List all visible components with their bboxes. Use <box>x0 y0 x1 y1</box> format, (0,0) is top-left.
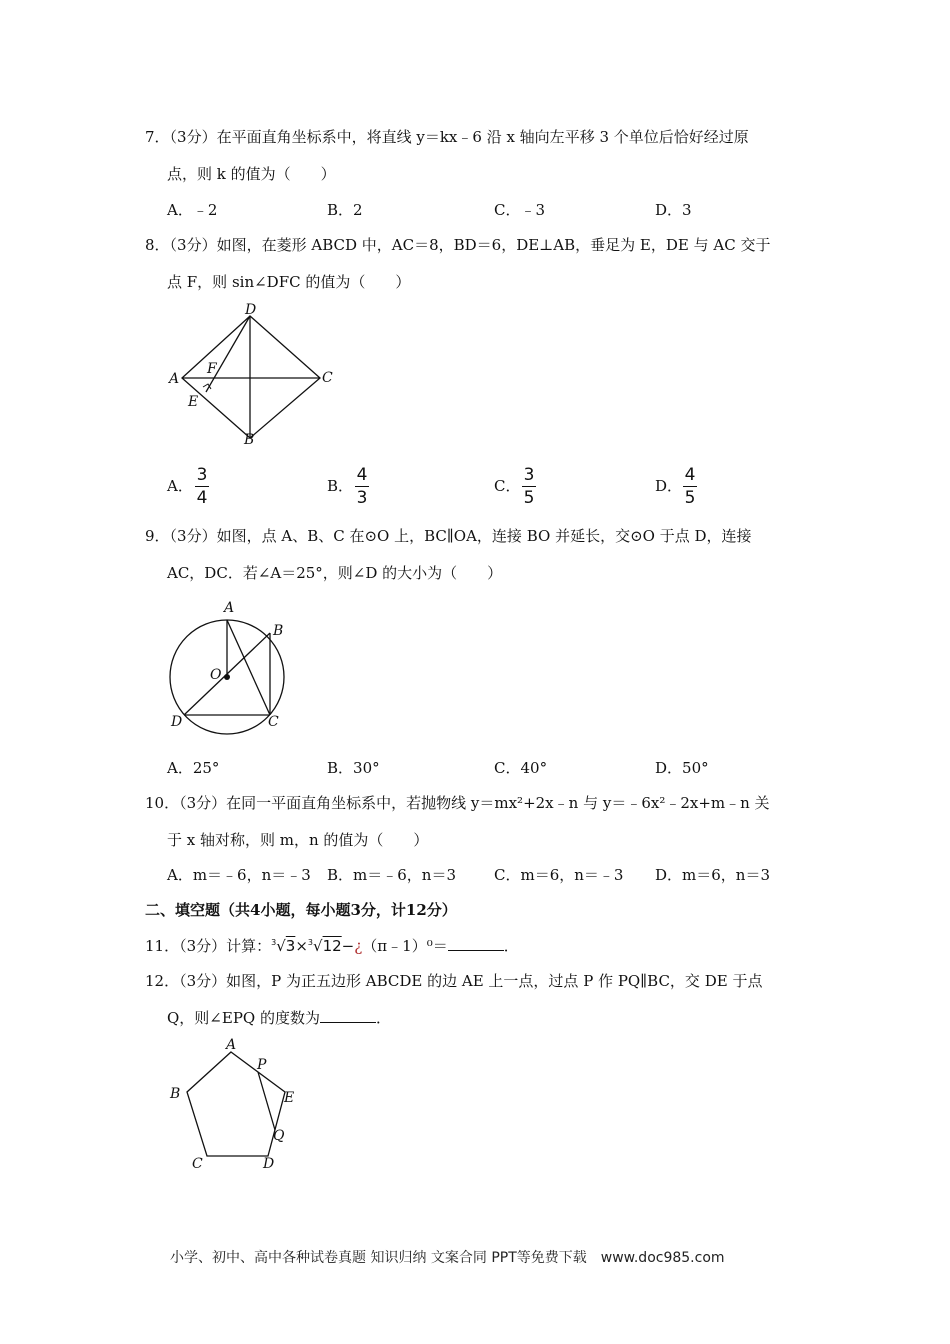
label-f: F <box>207 361 217 377</box>
q9-circle-figure <box>160 595 320 740</box>
q9-line1: 9．（3分）如图，点 A、B、C 在⊙O 上，BC∥OA，连接 BO 并延长，交⊙O 于点 D，连接 <box>145 527 752 545</box>
q11-rest: （π﹣1）⁰＝ <box>362 937 448 955</box>
q12-line2-text: Q，则∠EPQ 的度数为 <box>167 1009 320 1027</box>
q8-option-a-fraction <box>195 465 209 508</box>
q12-pentagon-figure <box>160 1030 310 1175</box>
q9-option-a: A．25° <box>167 759 220 777</box>
q10-option-a: A．m＝﹣6，n＝﹣3 <box>167 866 311 884</box>
q8-option-a-letter: A． <box>167 477 193 495</box>
footer-text: 小学、初中、高中各种试卷真题 知识归纳 文案合同 PPT等免费下载 www.doc985.com <box>170 1250 725 1266</box>
q12-line1: 12．（3分）如图，P 为正五边形 ABCDE 的边 AE 上一点，过点 P 作 PQ∥BC，交 DE 于点 <box>145 972 763 990</box>
q10-line2: 于 x 轴对称，则 m，n 的值为（ ） <box>167 831 429 849</box>
denominator: 5 <box>523 488 535 508</box>
label-q: Q <box>273 1128 285 1144</box>
denominator: 5 <box>684 488 696 508</box>
label-d: D <box>245 302 257 318</box>
answer-blank <box>320 1008 376 1023</box>
q7-option-c: C．﹣3 <box>494 201 546 219</box>
radicand-12: 12 <box>322 937 342 955</box>
radicand-3: 3 <box>285 937 296 955</box>
label-e: E <box>284 1090 295 1106</box>
q7-line2: 点，则 k 的值为（ ） <box>167 165 336 183</box>
rhombus-abcd <box>182 316 320 438</box>
q7-option-d: D．3 <box>655 201 692 219</box>
q8-option-d-letter: D． <box>655 477 683 495</box>
label-p: P <box>257 1057 267 1073</box>
numerator: 3 <box>196 465 208 485</box>
times-sign: × <box>295 937 308 955</box>
q9-option-c: C．40° <box>494 759 548 777</box>
numerator: 4 <box>684 465 696 485</box>
q12-line2 <box>167 1008 391 1028</box>
center-point <box>224 674 230 680</box>
label-b: B <box>273 623 284 639</box>
denominator: 4 <box>196 488 208 508</box>
label-c: C <box>192 1156 203 1172</box>
q12-end: ． <box>375 1009 391 1027</box>
label-o: O <box>210 667 222 683</box>
label-a: A <box>169 371 180 387</box>
label-c: C <box>268 714 279 730</box>
label-a: A <box>226 1037 237 1053</box>
denominator: 3 <box>356 488 368 508</box>
q8-option-c-fraction <box>522 465 536 508</box>
segment-pq <box>258 1072 275 1130</box>
q11-prefix: 11．（3分）计算： <box>145 937 272 955</box>
q7-option-a: A．﹣2 <box>167 201 218 219</box>
section-2-heading: 二、填空题（共4小题，每小题3分，计12分） <box>145 901 457 919</box>
label-e: E <box>188 394 199 410</box>
q11-end: ． <box>503 937 519 955</box>
q10-line1: 10．（3分）在同一平面直角坐标系中，若抛物线 y＝mx²+2x﹣n 与 y＝﹣6x²﹣2x+m﹣n 关 <box>145 794 770 812</box>
q9-option-d: D．50° <box>655 759 709 777</box>
minus-sign: − <box>341 937 355 955</box>
label-c: C <box>322 370 333 386</box>
answer-blank <box>448 936 504 951</box>
pentagon-abcde <box>187 1052 285 1156</box>
q8-option-d-fraction <box>683 465 697 508</box>
cube-root-3: $^3$√3 <box>271 937 296 955</box>
q8-option-b-letter: B． <box>327 477 354 495</box>
label-b: B <box>244 432 255 448</box>
inverted-question-mark: ¿ <box>354 937 363 955</box>
q7-option-b: B．2 <box>327 201 363 219</box>
label-d: D <box>263 1156 275 1172</box>
q8-line1: 8．（3分）如图，在菱形 ABCD 中，AC＝8，BD＝6，DE⊥AB，垂足为 E，DE 与 AC 交于 <box>145 236 771 254</box>
q9-option-b: B．30° <box>327 759 380 777</box>
q8-option-c-letter: C． <box>494 477 521 495</box>
q8-rhombus-figure <box>160 300 350 455</box>
label-b: B <box>170 1086 181 1102</box>
label-a: A <box>224 600 235 616</box>
q10-option-d: D．m＝6，n＝3 <box>655 866 770 884</box>
cube-root-12: $^3$√12 <box>307 937 342 955</box>
label-d: D <box>171 714 183 730</box>
q8-option-b-fraction <box>355 465 369 508</box>
q7-line1: 7．（3分）在平面直角坐标系中，将直线 y＝kx﹣6 沿 x 轴向左平移 3 个单位后恰好经过原 <box>145 128 749 146</box>
q10-option-c: C．m＝6，n＝﹣3 <box>494 866 624 884</box>
q8-line2: 点 F，则 sin∠DFC 的值为（ ） <box>167 273 411 291</box>
numerator: 3 <box>523 465 535 485</box>
segment-de <box>206 316 250 392</box>
q9-line2: AC，DC．若∠A＝25°，则∠D 的大小为（ ） <box>167 564 503 582</box>
q10-option-b: B．m＝﹣6，n＝3 <box>327 866 456 884</box>
q11-line <box>145 933 519 956</box>
numerator: 4 <box>356 465 368 485</box>
